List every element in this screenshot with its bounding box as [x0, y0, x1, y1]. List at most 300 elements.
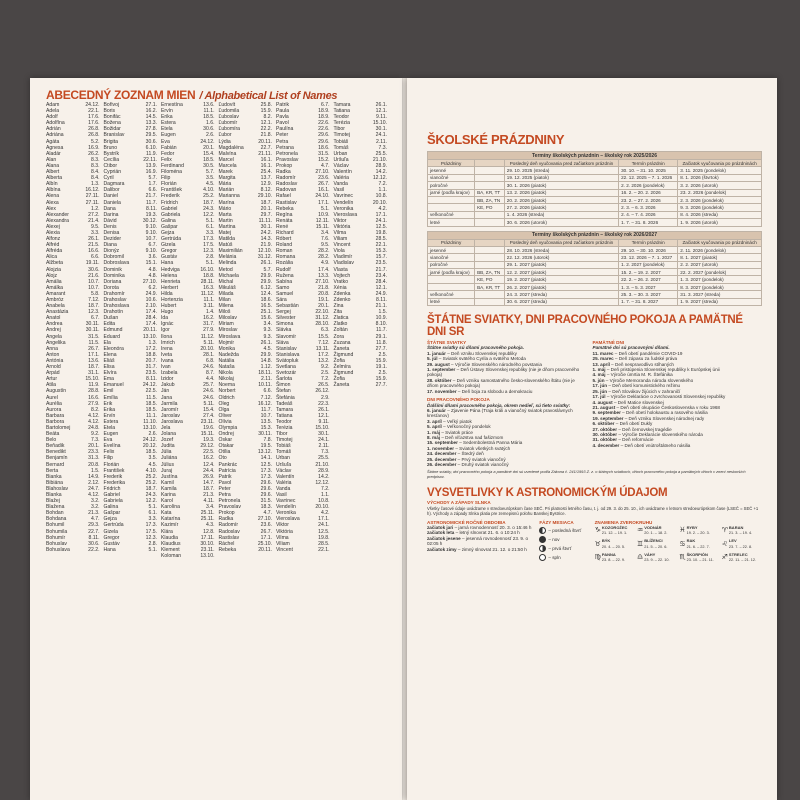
name-date: 27.8. [145, 126, 157, 133]
table-cell: BB, ZA, TN [475, 269, 505, 276]
zodiac-text [687, 538, 710, 549]
state-holidays-subhead: ŠTÁTNE SVIATKY [427, 340, 467, 346]
table-row [428, 276, 762, 283]
name-date: 19.6. [203, 424, 215, 431]
name-text: Viktor [333, 217, 347, 224]
name-date: 26.9. [203, 473, 215, 480]
name-text: Angela [46, 333, 62, 340]
name-date: 16.2. [145, 108, 157, 115]
name-text: Florián [103, 461, 120, 468]
name-text: Fridrich [161, 199, 178, 206]
name-text: Rastislav [218, 534, 240, 541]
name-date: 23.6. [318, 175, 330, 182]
memorial-day-item-date: 9. september [592, 410, 621, 416]
name-date: 22.6. [318, 126, 330, 133]
name-date: 18.7. [88, 303, 100, 310]
name-text: Oleg [218, 400, 230, 407]
name-text: Drahomír [103, 290, 125, 297]
state-holiday-item-text: – Výročie Slovenského národného povstania [451, 361, 542, 367]
name-text: Adolf [46, 114, 58, 121]
name-text: Boris [103, 108, 116, 115]
table-cell: 27. 2. 2026 (piatok) [504, 204, 618, 211]
name-date: 2.11. [261, 376, 272, 383]
name-text: Matúš [218, 242, 233, 249]
name-date: 17.6. [88, 114, 100, 121]
names-heading [46, 88, 337, 102]
name-date: 5.11. [203, 400, 215, 407]
name-text: Štefan [276, 388, 291, 395]
name-text: Gizela [161, 242, 176, 249]
name-text: Edita [103, 321, 116, 328]
table-cell: BA, KR, TT [475, 283, 505, 290]
name-text: Denis [103, 223, 117, 230]
name-date: 12.12. [315, 479, 330, 486]
table-header: Začiatok vyučovania po prázdninách [678, 160, 762, 167]
name-date: 15.9. [375, 376, 387, 383]
name-text: Jaroslava [161, 418, 183, 425]
name-text: Felix [103, 449, 115, 456]
memorial-day-item-text: – Deň vzniku Slovenskej národnej rady [624, 415, 705, 421]
state-holiday-item-date: 1. september [427, 367, 456, 373]
name-date: 12.11. [315, 217, 330, 224]
name-date: 12.2. [203, 211, 215, 218]
name-date: 17.6. [88, 120, 100, 127]
name-date: 6.7. [321, 102, 330, 108]
table-cell: KE, PO [475, 276, 505, 283]
name-date: 4.5. [148, 461, 157, 468]
name-text: Eugen [103, 431, 119, 438]
name-text: Sergej [276, 309, 291, 316]
name-text: Elisa [103, 364, 115, 371]
name-date: 18.9. [318, 114, 330, 121]
name-date: 11.5. [146, 394, 157, 401]
name-text: Metod [218, 266, 233, 273]
name-text: Bohuslava [46, 546, 70, 553]
rest-day-item-text: – Druhý sviatok vianočný [457, 461, 509, 467]
name-date: 25.11. [200, 516, 215, 523]
memorial-day-item-date: 21. august [592, 404, 616, 410]
table-cell: 9. 3. 2026 (pondelok) [678, 204, 762, 211]
name-text: Gregor [103, 534, 120, 541]
name-date: 17.2. [318, 351, 330, 358]
name-date: 31.12. [257, 254, 272, 261]
name-date: 28.1. [203, 351, 215, 358]
name-date: 17.1. [88, 351, 100, 358]
name-text: Ervín [103, 412, 116, 419]
name-date: 13.5. [260, 418, 272, 425]
name-date: 9.11. [376, 114, 387, 121]
name-date: 6.8. [206, 357, 215, 364]
name-text: Urban [276, 455, 290, 462]
name-date: 13.6. [203, 102, 215, 108]
name-text: Igor [161, 327, 170, 334]
name-text: Anabela [46, 303, 65, 310]
name-date: 16.1. [318, 187, 330, 194]
name-text: Teodor [276, 418, 292, 425]
name-text: Peter [276, 132, 289, 139]
zodiac-subhead: ZNAMENIA ZVEROKRUHU [594, 519, 653, 525]
moon-phase-label: – prvá štvrť [548, 545, 572, 551]
name-text: Marína [218, 199, 235, 206]
name-date: 27.11. [85, 199, 100, 206]
name-date: 8.3. [91, 156, 100, 163]
name-date: 17.4. [145, 321, 157, 328]
name-text: Marek [218, 169, 233, 176]
name-text: Hugo [161, 309, 174, 316]
name-text: Gabriela [103, 498, 123, 505]
memorial-day-item-text: – Výročie Memoranda národa slovenského [605, 377, 694, 383]
moon-phases-column [539, 520, 588, 564]
name-date: 28.11. [200, 278, 215, 285]
name-text: Ela [103, 339, 111, 346]
name-date: 20.8. [318, 290, 330, 297]
season-item [427, 547, 533, 552]
name-text: Petronela [276, 150, 298, 157]
name-text: Herbert [161, 284, 178, 291]
table-cell: 24. 3. 2027 (streda) [504, 291, 618, 298]
name-date: 31.1. [88, 370, 100, 377]
name-date: 11.7. [146, 199, 157, 206]
name-date: 11.10. [143, 418, 157, 425]
name-text: Alexandra [46, 217, 69, 224]
name-text: Dorota [103, 284, 119, 291]
name-date: 26.12. [315, 388, 330, 395]
name-date: 21.1. [375, 303, 387, 310]
name-text: Aladár [46, 150, 61, 157]
name-text: Henrieta [161, 278, 181, 285]
name-date: 18.3. [260, 504, 272, 511]
name-text: Jolana [161, 431, 177, 438]
name-date: 14.5. [145, 114, 157, 121]
name-text: Darina [103, 211, 119, 218]
table-cell [475, 182, 505, 189]
name-text: Martina [218, 223, 236, 230]
name-text: Bořivoj [103, 102, 120, 108]
name-date: 30.11. [258, 431, 272, 438]
name-text: Blahoslav [46, 485, 69, 492]
name-date: 18.7. [260, 199, 272, 206]
name-date: 2.5. [378, 370, 387, 377]
name-text: Beňadik [46, 443, 65, 450]
name-date: 7.12. [318, 339, 330, 346]
name-date: 9.5. [91, 223, 100, 230]
name-text: Klaudia [161, 534, 178, 541]
name-date: 10.8. [318, 498, 330, 505]
table-cell: 30. 10. – 31. 10. 2025 [619, 167, 678, 174]
name-date: 7.3. [378, 144, 387, 151]
name-date: 11.1. [203, 108, 215, 115]
name-text: Terézia [333, 120, 350, 127]
table-cell: 8. 4. 2026 (streda) [678, 211, 762, 218]
name-date: 30.1. [318, 431, 330, 438]
name-date: 12.4. [260, 290, 272, 297]
table-cell: vianočné [428, 174, 475, 181]
name-text: Etela [161, 126, 173, 133]
memorial-day-item-text: – Výročie úmrtia M. R. Štefánika [606, 372, 673, 378]
name-date: 1.5. [378, 309, 387, 316]
name-date: 14.3. [260, 236, 272, 243]
name-text: Vladislav [333, 260, 354, 267]
name-text: Kamil [161, 479, 174, 486]
name-text: Drahotín [103, 309, 124, 316]
name-date: 2.11. [376, 138, 387, 145]
name-text: Otília [218, 449, 231, 456]
name-text: Pravoslav [276, 156, 299, 163]
name-date: 8.10. [375, 321, 387, 328]
name-date: 2.8. [206, 254, 215, 261]
name-date: 25.2. [145, 473, 157, 480]
name-text: Zlatica [333, 315, 349, 322]
name-date: 31.3. [88, 455, 100, 462]
name-date: 11.1. [146, 412, 157, 419]
name-text: Petrana [276, 144, 294, 151]
memorial-day-item-text: – Deň pristúpenia Slovenskej republiky k Európskej únii [606, 367, 720, 373]
name-text: Alexia [46, 229, 60, 236]
name-text: Judita [161, 443, 175, 450]
name-text: Dalibor [103, 187, 120, 194]
name-date: 22.11. [143, 156, 157, 163]
name-text: Melinda [218, 260, 237, 267]
name-text: Diana [103, 242, 117, 249]
name-text: Oldrich [218, 394, 235, 401]
name-text: Tibor [276, 431, 288, 438]
name-date: 19.8. [318, 534, 330, 541]
name-date: 30.6. [88, 540, 100, 547]
name-date: 5.8. [91, 290, 100, 297]
name-text: Šimon [276, 382, 291, 389]
zodiac-name: LEV [728, 538, 737, 544]
name-date: 27.1. [145, 102, 157, 108]
name-date: 4.12. [88, 418, 100, 425]
table-cell: 19. 12. 2025 (piatok) [504, 174, 618, 181]
name-date: 24.7. [88, 485, 100, 492]
name-date: 5.1. [148, 504, 157, 511]
name-text: Gustáv [103, 540, 120, 547]
table-cell: 29. 10. 2025 (streda) [504, 167, 618, 174]
name-text: Dušan [103, 315, 119, 322]
name-text: Zdenko [333, 297, 351, 303]
name-text: František [103, 467, 125, 474]
name-date: 28.8. [88, 388, 100, 395]
moon-phase-label: – nov [548, 536, 560, 542]
memorial-day-item-text: – Deň Slovákov žijúcich v zahraničí [608, 388, 681, 394]
name-text: Oliver [218, 412, 232, 419]
name-text: Filip [161, 175, 171, 182]
table-caption: Termíny školských prázdnin – školský rok 2026/2027 [428, 231, 762, 239]
name-text: Ľubomíra [218, 126, 241, 133]
name-date: 2.11. [318, 443, 330, 450]
state-holiday-item [427, 367, 587, 378]
name-date: 6.7. [91, 315, 100, 322]
name-text: Fedor [161, 150, 175, 157]
name-date: 12.12. [372, 175, 387, 182]
name-date: 26.7. [260, 528, 272, 535]
name-date: 3.4. [263, 321, 272, 328]
name-date: 24.4. [203, 467, 215, 474]
table-cell [475, 174, 505, 181]
name-text: Žaneta [333, 345, 350, 352]
rest-day-item-text: – Sviatok práce [441, 429, 473, 435]
table-header [475, 239, 505, 246]
moon-phases-subhead: FÁZY MESIACA [539, 519, 574, 525]
name-row [334, 382, 392, 388]
name-text: Veronika [333, 205, 354, 212]
season-item-date: začiatok leta [427, 530, 455, 536]
name-text: Zuzana [333, 339, 351, 346]
name-text: Elena [103, 351, 117, 358]
name-date: 20.1. [88, 443, 100, 450]
name-date: 13.10. [142, 333, 157, 340]
name-text: Mário [218, 205, 232, 212]
seasons-list [427, 525, 533, 552]
name-text: Mária [218, 181, 232, 188]
zodiac-item [679, 538, 719, 549]
name-date: 18.7. [203, 199, 215, 206]
name-text: Miloslav [218, 315, 237, 322]
holidays-table-2026 [427, 231, 762, 307]
name-text: Adriána [46, 132, 64, 139]
name-date: 8.3. [91, 162, 100, 169]
name-text: Svetlana [276, 364, 296, 371]
name-date: 16.12. [85, 187, 100, 194]
table-cell: 15. 2. – 19. 2. 2027 [619, 269, 678, 276]
memorial-days-list [593, 351, 762, 448]
name-date: 6.1. [148, 510, 157, 517]
state-holiday-item-text: – Deň vzniku samostatného česko-slovenského štátu (nie je dňom pracovného pokoja) [427, 377, 575, 389]
name-date: 11.12. [200, 290, 215, 297]
name-date: 20.10. [200, 345, 215, 352]
name-date: 23.5. [145, 370, 157, 377]
name-text: Rastislav [276, 199, 297, 206]
name-text: Izabela [161, 370, 178, 377]
table-cell [475, 211, 505, 218]
name-text: Zina [333, 303, 344, 310]
name-date: 9.5. [321, 242, 330, 249]
name-text: Florián [161, 181, 177, 188]
name-date: 24.8. [88, 424, 100, 431]
name-date: 19.1. [375, 364, 387, 371]
name-text: Drahoslav [103, 297, 127, 303]
name-date: 21.8. [260, 132, 272, 139]
table-row [428, 182, 762, 189]
name-date: 13.3. [145, 120, 157, 127]
name-text: Cyril [103, 175, 114, 182]
table-row [428, 261, 762, 268]
name-text: Valentín [276, 473, 295, 480]
name-date: 13.11. [315, 345, 330, 352]
name-text: Jakub [161, 382, 175, 389]
name-text: Gejza [103, 516, 117, 523]
name-date: 9.10. [145, 248, 157, 255]
name-date: 15.11. [200, 431, 215, 438]
name-text: Aurel [46, 394, 58, 401]
name-date: 21.8. [318, 284, 330, 291]
name-date: 16.2. [203, 455, 215, 462]
name-text: Vieroslava [333, 211, 358, 218]
name-text: Ráchel [218, 540, 235, 547]
name-text: Bystrík [103, 150, 120, 157]
name-text: Dávid [103, 217, 117, 224]
memorial-day-item-date: 5. jún [592, 377, 605, 383]
name-date: 6.12. [260, 284, 272, 291]
name-text: Gustáv [161, 254, 178, 261]
name-text: Dobromil [103, 254, 124, 261]
name-date: 30.10. [200, 540, 215, 547]
name-text: Slávka [276, 327, 292, 334]
zodiac-sign-icon: ♒ [636, 526, 644, 535]
name-date: 5.7. [263, 266, 272, 273]
table-cell: 2. 3. – 6. 3. 2026 [619, 204, 678, 211]
table-cell: 26. 2. 2027 (piatok) [504, 283, 618, 290]
name-date: 31.5. [88, 333, 100, 340]
name-text: Frederika [103, 479, 126, 486]
name-text: Alena [46, 193, 60, 200]
table-cell: 3. 2. 2026 (utorok) [678, 182, 762, 189]
name-date: 11.7. [376, 327, 387, 334]
name-text: Šarlota [276, 376, 293, 383]
name-text: Tomáš [276, 449, 292, 456]
name-date: 22.6. [318, 120, 330, 127]
name-date: 24.2. [260, 229, 272, 236]
name-text: Ctibor [103, 162, 118, 169]
names-list [46, 102, 391, 559]
name-date: 3.2. [91, 504, 100, 511]
rest-days-list [427, 408, 587, 467]
name-text: František [161, 187, 182, 194]
name-date: 17.2. [145, 345, 157, 352]
table-cell [475, 298, 505, 305]
memorial-day-item-date: 4. december [592, 442, 620, 448]
name-date: 12.1. [375, 284, 387, 291]
name-date: 26.8. [88, 132, 100, 139]
name-text: Dominika [103, 272, 125, 279]
season-item-text: – jarná rovnodennosť 20. 3. o 15:46 h [454, 525, 532, 530]
table-cell: BB, ZA, TN [475, 196, 505, 203]
name-text: Tobiáš [276, 443, 291, 450]
name-date: 25.2. [203, 193, 215, 200]
name-text: Iveta [161, 351, 173, 358]
name-text: Radomír [276, 175, 296, 182]
table-cell: 1. 7. – 31. 8. 2027 [619, 298, 678, 305]
zodiac-text [602, 525, 628, 536]
name-text: Adam [46, 102, 60, 108]
name-date: 22.1. [318, 546, 330, 553]
names-column [46, 102, 104, 559]
zodiac-sign-icon: ♑ [594, 526, 601, 535]
state-holidays-heading: ŠTÁTNE SVIATKY, DNI PRACOVNÉHO POKOJA A PAMÄTNÉ DNI SR [427, 314, 743, 339]
name-date: 2.6. [206, 132, 215, 139]
name-text: Galina [103, 504, 119, 511]
name-date: 12.2. [145, 498, 157, 505]
name-text: Božidar [103, 126, 121, 133]
season-item-date: začiatok jesene [427, 535, 461, 541]
name-date: 31.5. [318, 150, 330, 157]
name-date: 22.3. [318, 400, 330, 407]
name-text: Elvíra [103, 370, 117, 377]
table-caption: Termíny školských prázdnin – školský rok 2025/2026 [428, 152, 762, 160]
memorial-day-item-text: – Deň obetí okupácie Československa v roku 1968 [616, 404, 720, 410]
name-text: Ľubomír [218, 120, 238, 127]
name-text: Želmíra [333, 364, 351, 371]
table-cell: 1. 9. 2027 (streda) [678, 298, 762, 305]
name-text: Rudolf [276, 266, 291, 273]
memorial-day-item-text: – Deň zápasu za ľudské práva [615, 356, 678, 362]
table-cell: 2. 3. 2026 (pondelok) [678, 196, 762, 203]
name-text: Klára [161, 528, 173, 535]
names-title: ABECEDNÝ ZOZNAM MIEN [46, 88, 196, 102]
name-text: Barbora [46, 418, 65, 425]
name-date: 1.3. [91, 181, 100, 188]
